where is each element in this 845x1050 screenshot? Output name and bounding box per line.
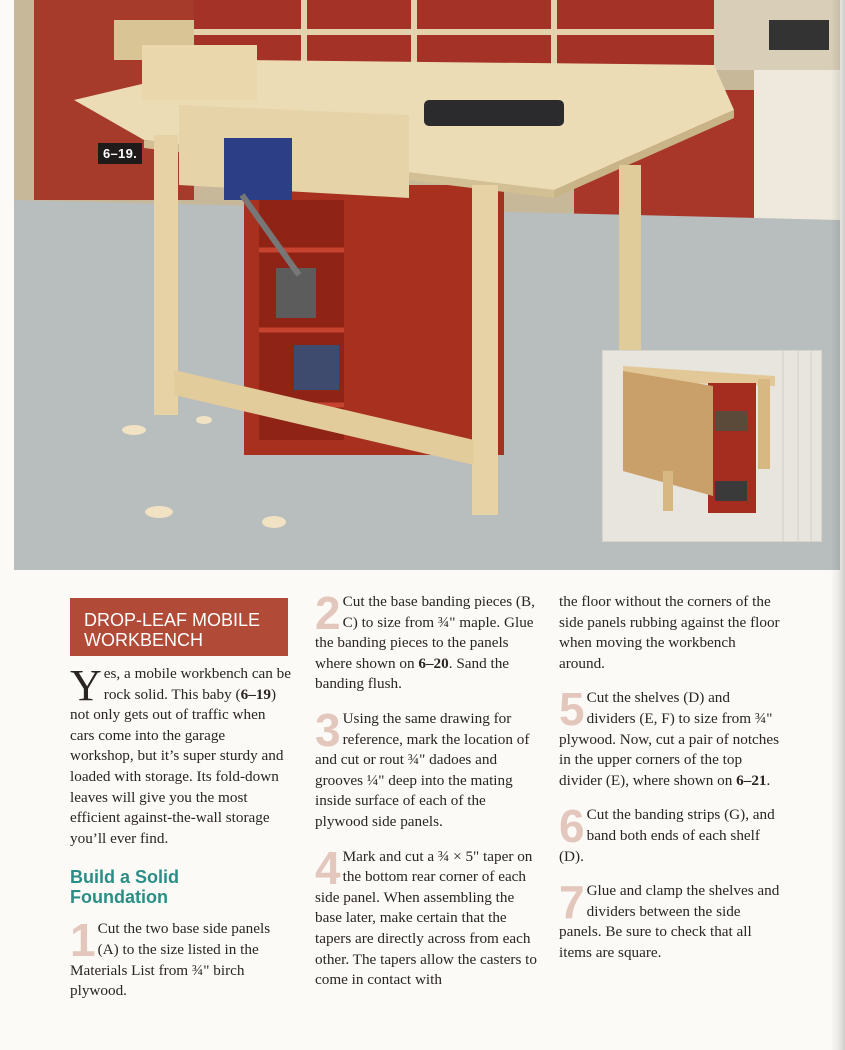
banner-line-1: DROP-LEAF MOBILE [84,610,261,630]
step-text: the floor without the corners of the side panels rubbing against the floor when moving the workbench around. [559,593,780,672]
step-text: Cut the shelves (D) and dividers (E, F) to size from ¾" plywood. Now, cut a pair of notches in the upper corners of the top divider (E), where shown on [559,689,780,789]
column-1 [70,592,292,1016]
shop-vac [769,20,829,50]
intro-text: es, a mobile workbench can be rock solid. This baby ( [103,665,292,703]
step-6 [559,800,781,867]
vise [224,138,292,200]
section-banner [70,598,288,656]
step-7 [559,876,781,963]
column-3 [559,592,781,978]
banner-line-2: WORKBENCH [84,630,204,650]
step-number: 1 [70,914,96,967]
subhead-line-2: Foundation [70,887,168,908]
leg-front-right [472,185,498,515]
hand-plane [424,100,564,126]
page-gutter-shadow [831,0,845,1050]
subhead-line-1: Build a Solid [70,867,180,888]
step-number: 5 [559,683,585,736]
dropcap: Y [70,661,102,710]
step-text: Cut the banding strips (G), and band both ends of each shelf (D). [559,806,775,865]
front-leaf [179,105,409,198]
step-5 [559,683,781,791]
step-ref: 6–21 [736,771,767,789]
wall-panel [754,70,840,220]
step-number: 7 [559,876,585,929]
intro-paragraph [70,661,292,849]
intro-text-2: ) not only gets out of traffic when cars come into the garage workshop, but it’s super sturdy and loaded with storage. Its fold-down leaves will give you the most efficient against-the-wall storage you’ll ever find. [70,685,284,847]
step-text: Using the same drawing for reference, mark the location of and cut or rout ¾" dadoes and grooves ¼" deep into the mating inside surface of each of the plywood side panels. [315,709,530,830]
step-2 [315,587,537,695]
column-2 [315,587,537,1005]
subhead [70,867,292,907]
step-4-continued [559,592,781,674]
step-1 [70,914,292,1001]
tool-tote [142,45,257,100]
step-paragraph [559,683,781,791]
inset-photo-folded-bench [602,350,822,542]
step-text: Cut the base banding pieces (B, C) to size from ¾" maple. Glue the banding pieces to the panels where shown on [315,593,535,672]
step-3 [315,703,537,833]
step-number: 3 [315,703,341,756]
stored-vise [294,345,339,390]
intro-ref: 6–19 [240,685,271,703]
step-4 [315,841,537,991]
folded-bench-illustration [603,351,821,541]
figure-label: 6–19. [98,143,142,164]
step-number: 2 [315,587,341,639]
step-number: 6 [559,800,585,853]
step-text-2: . Sand the banding flush. [315,654,510,693]
step-paragraph [315,587,537,695]
step-text: Cut the two base side panels (A) to the size listed in the Materials List from ¾" birch plywood. [70,920,271,1000]
step-text-2: . [766,771,771,789]
workbench-photo [14,0,840,570]
step-number: 4 [315,841,341,894]
step-text: Glue and clamp the shelves and dividers between the side panels. Be sure to check that all items are square. [559,882,780,961]
leg-back-right [619,165,641,365]
step-text: Mark and cut a ¾ × 5" taper on the bottom rear corner of each side panel. When assembling the base later, make certain that the tapers are directly across from each other. The tapers allow the casters to come in contact with [315,847,537,989]
step-ref: 6–20 [418,654,449,672]
